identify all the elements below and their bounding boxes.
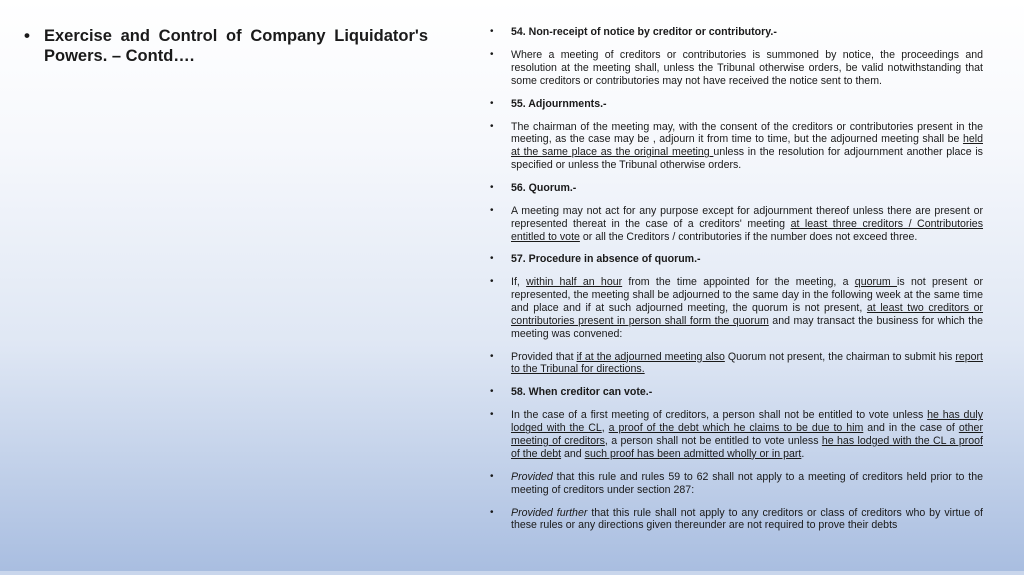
text-segment: or all the Creditors / contributories if the number does not exceed three.	[579, 230, 918, 243]
rule-text	[511, 49, 983, 87]
rule-heading	[490, 253, 983, 266]
underlined-text: at least two creditors or contributories present in person shall form the quorum	[511, 302, 983, 327]
text-segment: If,	[511, 276, 527, 289]
rule-heading	[490, 182, 983, 195]
bullet: •	[490, 506, 494, 518]
bullet: •	[490, 48, 494, 60]
underlined-text: report to the Tribunal for directions.	[511, 350, 983, 376]
bullet: •	[490, 276, 494, 288]
rule-paragraph	[490, 276, 983, 340]
slide-title: Exercise and Control of Company Liquidator's Powers. – Contd….	[44, 27, 428, 65]
text-segment: Provided that	[511, 350, 577, 363]
text-segment: 58. When creditor can vote.-	[511, 386, 653, 399]
underlined-text: if at the adjourned meeting also	[576, 350, 725, 363]
rule-text	[511, 471, 983, 497]
bullet: •	[490, 386, 494, 398]
underlined-text: within half an hour	[526, 276, 623, 289]
rules-content	[490, 26, 983, 542]
rule-text	[511, 253, 983, 266]
slide-title-block	[24, 26, 428, 66]
bullet: •	[490, 204, 494, 216]
bottom-strip	[0, 571, 1024, 575]
rule-text	[511, 276, 983, 340]
rule-paragraph	[490, 471, 983, 497]
rule-text	[511, 182, 983, 195]
rule-paragraph	[490, 49, 983, 87]
text-segment: is not present or represented, the meeting shall be adjourned to the same day in the following week at the same time and place and if at such adjourned meeting, the quorum is not present,	[511, 276, 984, 315]
text-segment: unless in the resolution for adjournment another place is specified or unless the Tribunal otherwise orders.	[511, 146, 983, 171]
rule-text	[511, 386, 983, 399]
title-bullet: •	[24, 26, 30, 45]
rule-heading	[490, 386, 983, 399]
rule-paragraph	[490, 121, 983, 172]
rule-text	[511, 205, 983, 243]
italic-text: Provided further	[511, 506, 588, 519]
rule-heading	[490, 98, 983, 111]
rule-text	[511, 507, 983, 533]
text-segment: ,	[601, 422, 609, 435]
bullet: •	[490, 350, 494, 362]
bullet: •	[490, 120, 494, 132]
rule-text	[511, 121, 983, 172]
rule-text	[511, 351, 983, 377]
text-segment: 56. Quorum.-	[511, 181, 577, 194]
text-segment: and may transact the business for which the meeting was convened:	[511, 314, 983, 340]
text-segment: 57. Procedure in absence of quorum.-	[511, 253, 701, 266]
underlined-text: such proof has been admitted wholly or in part	[584, 447, 802, 460]
text-segment: , a person shall not be entitled to vote unless	[604, 435, 822, 447]
text-segment: The chairman of the meeting may, with the consent of the creditors or contributories present in the meeting, as the case may be , adjourn it from time to time, but the adjourned meeting shall be	[511, 120, 983, 146]
bullet: •	[490, 409, 494, 421]
underlined-text: he has lodged with the CL a proof of the debt	[511, 435, 983, 460]
text-segment: and	[561, 447, 585, 460]
text-segment: A meeting may not act for any purpose except for adjournment thereof unless there are present or represented thereat in the case of a creditors' meeting	[511, 204, 983, 230]
text-segment: that this rule and rules 59 to 62 shall not apply to a meeting of creditors held prior to the meeting of creditors under section 287:	[511, 470, 983, 496]
rule-text	[511, 98, 983, 111]
bullet: •	[490, 181, 494, 193]
text-segment: .	[801, 447, 805, 460]
text-segment: Where a meeting of creditors or contributories is summoned by notice, the proceedings and resolution at the meeting shall, unless the Tribunal otherwise orders, be valid notwithstanding that some creditors or contributories may not have received the notice sent to them.	[511, 48, 983, 87]
underlined-text: quorum	[854, 276, 898, 289]
text-segment: In the case of a first meeting of creditors, a person shall not be entitled to vote unless	[511, 409, 928, 422]
bullet: •	[490, 26, 494, 37]
underlined-text: other meeting of creditors	[511, 422, 983, 447]
rule-text	[511, 409, 983, 460]
text-segment: Quorum not present, the chairman to submit his	[724, 350, 956, 363]
rule-paragraph	[490, 507, 983, 533]
rule-heading	[490, 26, 983, 39]
bullet: •	[490, 253, 494, 265]
underlined-text: at least three creditors / Contributories entitled to vote	[511, 217, 984, 243]
text-segment: that this rule shall not apply to any creditors or class of creditors who by virtue of these rules or any directions given thereunder are not required to prove their debts	[511, 506, 983, 532]
underlined-text: he has duly lodged with the CL	[511, 409, 983, 435]
text-segment: from the time appointed for the meeting, a	[622, 276, 855, 289]
rule-paragraph	[490, 351, 983, 377]
underlined-text: held at the same place as the original meeting	[511, 133, 983, 159]
text-segment: 55. Adjournments.-	[511, 97, 607, 110]
rule-text	[511, 26, 983, 39]
underlined-text: a proof of the debt which he claims to be due to him	[608, 422, 864, 435]
text-segment: 54. Non-receipt of notice by creditor or contributory.-	[511, 26, 777, 38]
bullet: •	[490, 97, 494, 109]
rule-paragraph	[490, 205, 983, 243]
text-segment: and in the case of	[863, 422, 959, 435]
rule-paragraph	[490, 409, 983, 460]
bullet: •	[490, 470, 494, 482]
italic-text: Provided	[511, 470, 553, 483]
